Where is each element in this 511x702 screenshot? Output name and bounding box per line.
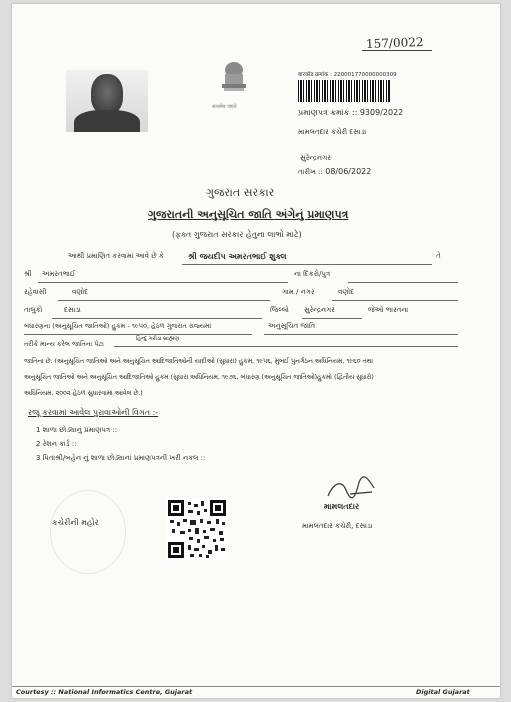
issue-date-row (298, 167, 371, 177)
proof-item: 1 શાળા છોડ્યાનું પ્રમાણપત્ર :: (36, 426, 118, 434)
state-text: જેઓ ભારતના (368, 306, 409, 314)
legal-para-line-1: જાતિના છે. (અનુસૂચિત જાતિઓ અને અનુસૂચિત આદિજાતિઓની યાદીઓ (સુધારા) હુકમ, ૧૯૫૬, મુંબઈ પુનર્ગઠન અધિનિયમ, ૧૯૬૦ તથા (24, 358, 374, 365)
certificate-title: ગુજરાતની અનુસૂચિત જાતિ અંગેનું પ્રમાણપત્ર (148, 208, 349, 221)
emblem-caption: सत्यमेव जयते (212, 104, 237, 110)
issue-date: 08/06/2022 (325, 167, 372, 176)
certificate-page (12, 4, 500, 698)
son-label: ના દિકરો/પુત્ર (294, 270, 331, 278)
cert-no-label: પ્રમાણપત્ર ક્રમાંક :: (298, 108, 358, 117)
footer-brand: Digital Gujarat (416, 688, 470, 696)
date-label: તારીખ :: (298, 168, 323, 176)
signature-scribble (324, 476, 384, 504)
legal-para-line-2: અનુસૂચિત જાતિઓ અને અનુસૂચિત આદિજાતિઓ હુકમ (સુધારા અધિનિયમ, ૧૯૭૬, બંધારણ (અનુસૂચિત જાતિઓ)હુકમો (દ્વિતીય સુધારો) (24, 374, 374, 381)
qr-code (166, 498, 228, 560)
village-value: વણોદ (338, 288, 355, 296)
certificate-subtitle: (ફક્ત ગુજરાત સરકાર હેતુના લાભો માટે) (172, 230, 302, 239)
seal-label: કચેરીની મહોર (52, 518, 99, 527)
proof-item: 3 પિતાશ્રી/બહેન નું શાળા છોડ્યાનાં પ્રમાણપત્રની ખરી નકલ :: (36, 454, 206, 462)
resident-value: વણોદ (72, 288, 89, 296)
cert-no: 9309/2022 (359, 108, 404, 117)
barcode (298, 80, 390, 102)
footer-courtesy: Courtesy :: National Informatics Centre, Gujarat (16, 688, 193, 696)
barcode-label: बारकोड क्रमांक : 220001770000000309 (298, 72, 397, 78)
sc-label: અનુસૂચિત જાતિ (268, 322, 316, 330)
state-emblem-icon (212, 58, 256, 104)
handwritten-reference: 157/0022 (365, 35, 424, 51)
certificate-number-row (298, 108, 403, 118)
legal-para-line-3: અધિનિયમ, ૨૦૦૨ હેઠળ સુધારવામાં આવેલ છે.) (24, 390, 143, 397)
intro-text: આથી પ્રમાણિત કરવામાં આવે છે કે (68, 252, 164, 260)
caste-label: તરીકે માન્ય કરેલ જાતિના પેટા (24, 340, 104, 348)
office-seal-area (50, 490, 126, 574)
signatory-title: મામલતદાર (324, 502, 360, 511)
district-value: સુરેન્દ્રનગર (304, 306, 335, 314)
constitution-text: બંધારણના (અનુસૂચિત જાતિઓ) હુકમ - ૧૯૫૦, હેઠળ ગુજરાત રાજ્યમાં (24, 322, 212, 330)
district-label: જિલ્લો (270, 306, 289, 314)
resident-label: રહેવાસી (24, 288, 47, 296)
signatory-office: મામલતદાર કચેરી, દસાડા (302, 522, 373, 530)
proof-item: 2 રેશન કાર્ડ :: (36, 440, 77, 448)
taluka-value: દસાડા (64, 306, 81, 314)
proofs-heading: રજૂ કરવામાં આવેલ પુરાવાઓની વિગત :- (28, 408, 159, 417)
government-title: ગુજરાત સરકાર (206, 186, 275, 199)
issuing-place: સુરેન્દ્રનગર (300, 154, 331, 162)
intro-end: તે (436, 252, 441, 260)
applicant-name: શ્રી જયદીપ અમરતભાઈ શુક્લ (188, 252, 287, 261)
village-label: ગામ / નગર (282, 288, 315, 296)
issuing-office: મામલતદાર કચેરી દસાડા (298, 128, 367, 136)
applicant-photo (66, 70, 148, 132)
taluka-label: તાલુકો (24, 306, 43, 314)
shri-label: શ્રી (24, 270, 32, 278)
father-name: અમરતભાઈ (42, 270, 76, 278)
caste-value: હિન્દુ ગરોડા બ્રાહ્મણ (136, 336, 180, 342)
